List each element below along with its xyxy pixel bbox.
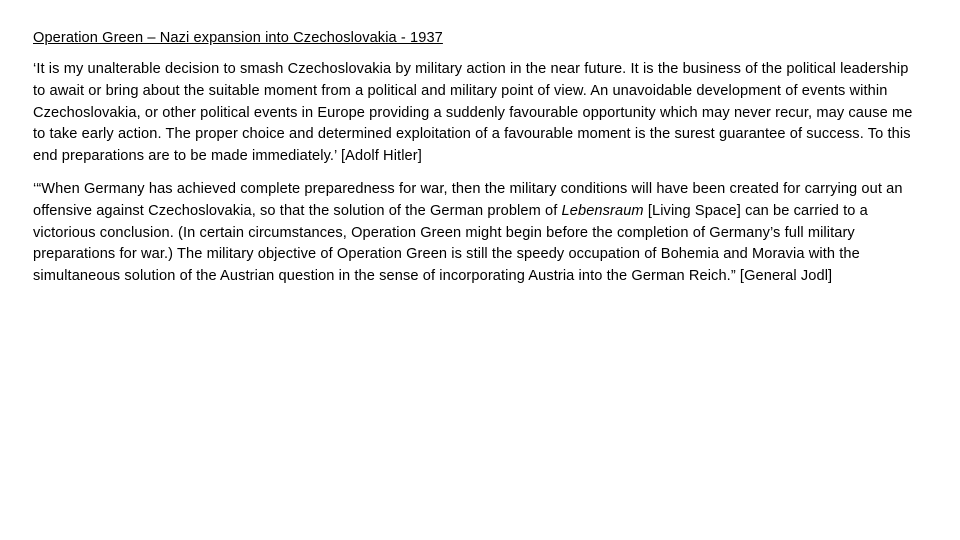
jodl-quote-part-2: [Living Space] can be carried to a victorious conclusion. (In certain circumstances, Operation Green might begin before the completion of Germany’s full military preparations for war.) The military objective of Operation Green is still the speedy occupation of Bohemia and Moravia with the simultaneous solution of the Austrian question in the sense of incorporating Austria into the German Reich.” [General Jodl] [33, 202, 868, 285]
slide-title: Operation Green – Nazi expansion into Czechoslovakia - 1937 [33, 30, 443, 46]
hitler-quote: ‘It is my unalterable decision to smash Czechoslovakia by military action in the near future. It is the business of the political leadership to await or bring about the suitable moment from a political and military point of view. An unavoidable development of events within Czechoslovakia, or other political events in Europe providing a suddenly favourable opportunity which may never recur, may cause me to take early action. The proper choice and determined exploitation of a favourable moment is the surest guarantee of success. To this end preparations are to be made immediately.’ [Adolf Hitler] [33, 61, 913, 165]
lebensraum-term: Lebensraum [561, 202, 644, 219]
jodl-quote-part-1: ‘“When Germany has achieved complete preparedness for war, then the military conditions will have been created for carrying out an offensive against Czechoslovakia, so that the solution of the German problem of [33, 180, 903, 219]
slide-content [33, 28, 913, 299]
jodl-quote [33, 179, 913, 288]
